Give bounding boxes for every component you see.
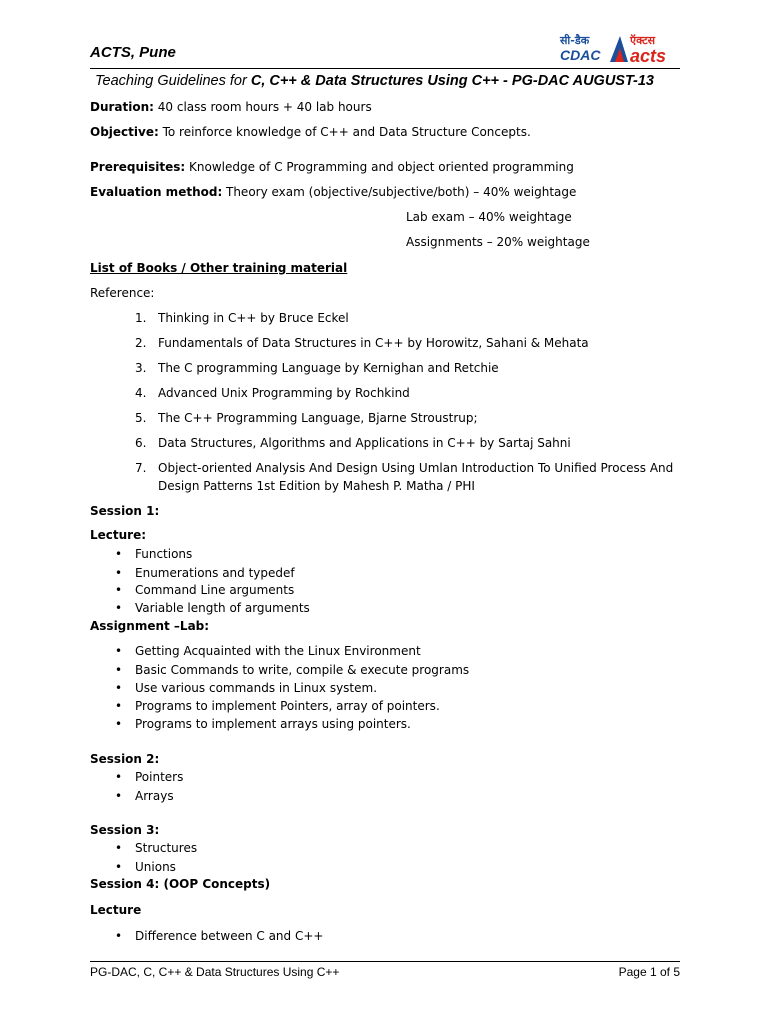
bullet-icon: •	[115, 547, 123, 561]
bullet-icon: •	[115, 860, 123, 874]
evaluation-lab: Lab exam – 40% weightage	[406, 210, 572, 224]
logo-cdac-devanagari: सी-डैक	[560, 34, 590, 47]
session1-lecture-label: Lecture:	[90, 528, 147, 542]
list-item: • Programs to implement arrays using pointers.	[115, 717, 411, 731]
list-item: • Command Line arguments	[115, 583, 295, 597]
list-item: • Enumerations and typedef	[115, 566, 295, 580]
page-number: Page 1 of 5	[618, 965, 680, 979]
list-item: • Variable length of arguments	[115, 601, 310, 615]
session2-title: Session 2:	[90, 752, 160, 766]
book-title: Advanced Unix Programming by Rochkind	[158, 386, 410, 400]
cdac-acts-logo	[558, 30, 680, 66]
list-item: • Programs to implement Pointers, array of pointers.	[115, 699, 440, 713]
book-item: 1. Thinking in C++ by Bruce Eckel	[135, 311, 349, 325]
subtitle-prefix: Teaching Guidelines for	[95, 73, 251, 89]
session4-title: Session 4: (OOP Concepts)	[90, 877, 271, 891]
header-title: ACTS, Pune	[90, 44, 176, 61]
bullet-icon: •	[115, 699, 123, 713]
objective-line	[90, 125, 531, 139]
bullet-icon: •	[115, 583, 123, 597]
list-item: • Structures	[115, 841, 198, 855]
evaluation-label: Evaluation method:	[90, 185, 223, 199]
prerequisites-value: Knowledge of C Programming and object oriented programming	[185, 160, 574, 174]
header-rule	[90, 68, 680, 69]
books-heading: List of Books / Other training material	[90, 261, 348, 275]
bullet-icon: •	[115, 663, 123, 677]
book-item: 2. Fundamentals of Data Structures in C++ by Horowitz, Sahani & Mehata	[135, 336, 589, 350]
footer-rule	[90, 961, 680, 962]
book-title: The C++ Programming Language, Bjarne Stroustrup;	[158, 411, 478, 425]
book-title: The C programming Language by Kernighan and Retchie	[158, 361, 499, 375]
duration-value: 40 class room hours + 40 lab hours	[153, 100, 372, 114]
session1-title: Session 1:	[90, 504, 160, 518]
bullet-icon: •	[115, 929, 123, 943]
bullet-icon: •	[115, 841, 123, 855]
book-title: Object-oriented Analysis And Design Using Umlan Introduction To Unified Process And	[158, 461, 674, 475]
bullet-icon: •	[115, 770, 123, 784]
footer-course: PG-DAC, C, C++ & Data Structures Using C++	[90, 965, 340, 979]
bullet-icon: •	[115, 789, 123, 803]
bullet-icon: •	[115, 717, 123, 731]
logo-cdac-text: CDAC	[560, 47, 601, 63]
list-item: • Use various commands in Linux system.	[115, 681, 378, 695]
prerequisites-label: Prerequisites:	[90, 160, 186, 174]
book-item: 3. The C programming Language by Kernighan and Retchie	[135, 361, 499, 375]
book-title: Thinking in C++ by Bruce Eckel	[158, 311, 349, 325]
book-title: Fundamentals of Data Structures in C++ by Horowitz, Sahani & Mehata	[158, 336, 589, 350]
logo-acts-text: acts	[630, 46, 667, 66]
list-item: • Basic Commands to write, compile & execute programs	[115, 663, 470, 677]
bullet-icon: •	[115, 681, 123, 695]
objective-label: Objective:	[90, 125, 159, 139]
subtitle-course: C, C++ & Data Structures Using C++ - PG-DAC AUGUST-13	[250, 73, 654, 89]
bullet-icon: •	[115, 644, 123, 658]
bullet-icon: •	[115, 566, 123, 580]
list-item: • Getting Acquainted with the Linux Environment	[115, 644, 421, 658]
list-item: • Functions	[115, 547, 193, 561]
duration-line	[90, 100, 372, 114]
reference-label: Reference:	[90, 286, 155, 300]
book-title-continuation: Design Patterns 1st Edition by Mahesh P. Matha / PHI	[158, 479, 475, 493]
list-item: • Pointers	[115, 770, 184, 784]
book-item: 5. The C++ Programming Language, Bjarne Stroustrup;	[135, 411, 478, 425]
book-title: Data Structures, Algorithms and Applications in C++ by Sartaj Sahni	[158, 436, 571, 450]
objective-value: To reinforce knowledge of C++ and Data Structure Concepts.	[158, 125, 531, 139]
logo-acts-devanagari: ऍक्टस	[630, 34, 656, 47]
session1-lab-label: Assignment –Lab:	[90, 619, 210, 633]
evaluation-theory: Theory exam (objective/subjective/both) – 40% weightage	[226, 185, 577, 199]
book-item: 4. Advanced Unix Programming by Rochkind	[135, 386, 410, 400]
bullet-icon: •	[115, 601, 123, 615]
book-item: 7. Object-oriented Analysis And Design Using Umlan Introduction To Unified Process And	[135, 461, 674, 475]
session4-lecture-label: Lecture	[90, 903, 142, 917]
duration-label: Duration:	[90, 100, 154, 114]
session3-title: Session 3:	[90, 823, 160, 837]
document-subtitle	[95, 73, 654, 89]
list-item: • Difference between C and C++	[115, 929, 324, 943]
list-item: • Unions	[115, 860, 176, 874]
book-item: 6. Data Structures, Algorithms and Applications in C++ by Sartaj Sahni	[135, 436, 571, 450]
list-item: • Arrays	[115, 789, 174, 803]
prerequisites-line	[90, 160, 574, 174]
evaluation-assignments: Assignments – 20% weightage	[406, 235, 590, 249]
